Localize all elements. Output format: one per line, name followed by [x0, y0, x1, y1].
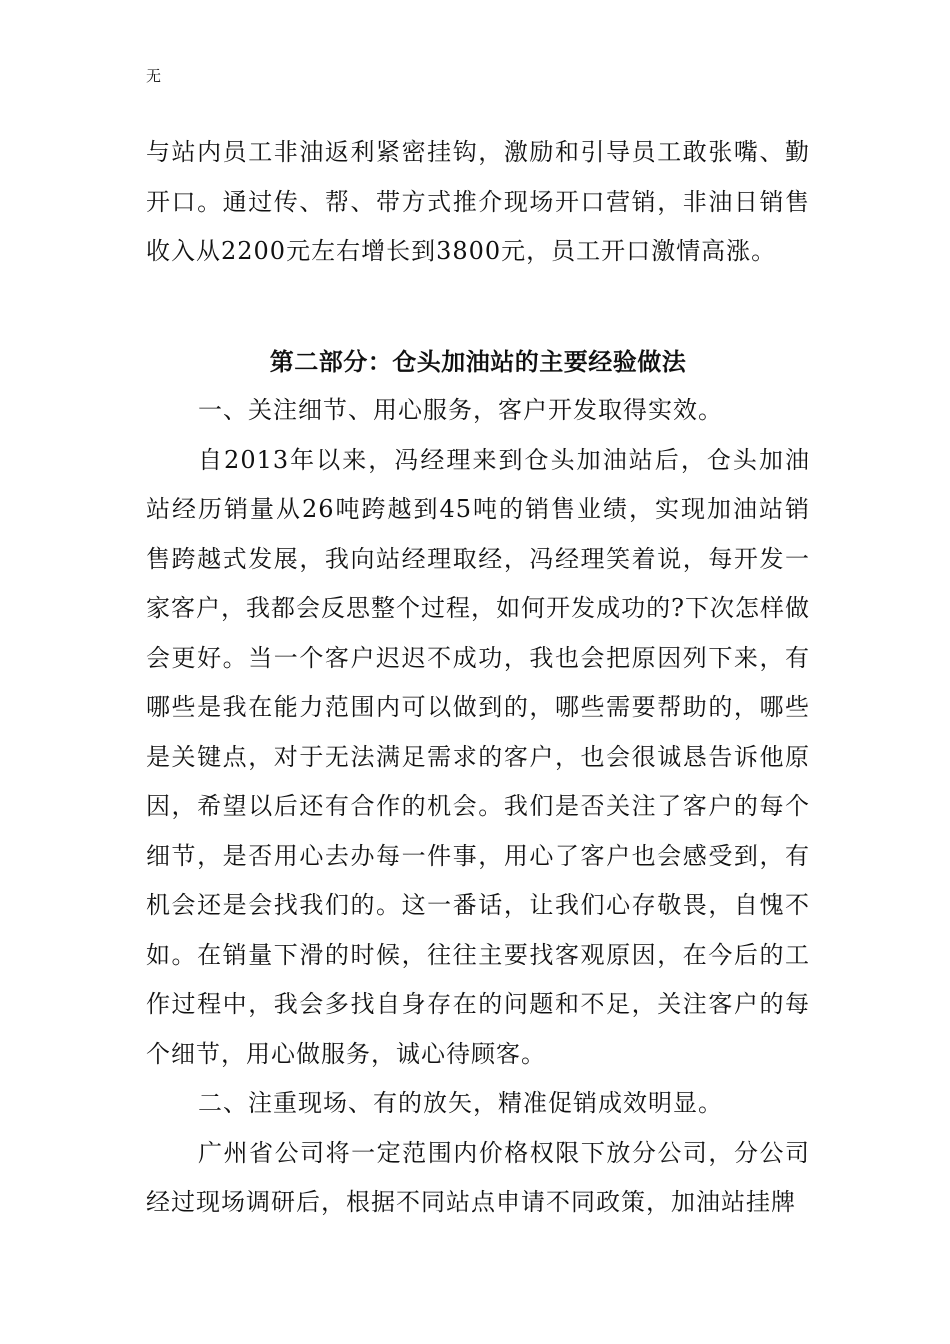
paragraph-1: 自2013年以来，冯经理来到仓头加油站后，仓头加油站经历销量从26吨跨越到45吨的销售业绩，实现加油站销售跨越式发展，我向站经理取经，冯经理笑着说，每开发一家客户，我都会反思整个过程，如何开发成功的?下次怎样做会更好。当一个客户迟迟不成功，我也会把原因列下来，有哪些是我在能力范围内可以做到的，哪些需要帮助的，哪些是关键点，对于无法满足需求的客户，也会很诚恳告诉他原因，希望以后还有合作的机会。我们是否关注了客户的每个细节，是否用心去办每一件事，用心了客户也会感受到，有机会还是会找我们的。这一番话，让我们心存敬畏，自愧不如。在销量下滑的时候，往往主要找客观原因，在今后的工作过程中，我会多找自身存在的问题和不足，关注客户的每个细节，用心做服务，诚心待顾客。	[146, 445, 810, 1068]
intro-paragraph: 与站内员工非油返利紧密挂钩，激励和引导员工敢张嘴、勤开口。通过传、帮、带方式推介现场开口营销，非油日销售收入从2200元左右增长到3800元，员工开口激情高涨。	[146, 138, 810, 265]
subheading-1: 一、关注细节、用心服务，客户开发取得实效。	[198, 396, 723, 424]
section-title: 第二部分：仓头加油站的主要经验做法	[269, 346, 687, 376]
document-body	[146, 128, 810, 1228]
paragraph-2: 广州省公司将一定范围内价格权限下放分公司，分公司经过现场调研后，根据不同站点申请不同政策，加油站挂牌	[146, 1138, 810, 1216]
subheading-2: 二、注重现场、有的放矢，精准促销成效明显。	[198, 1089, 723, 1117]
page-header: 无	[146, 67, 162, 85]
